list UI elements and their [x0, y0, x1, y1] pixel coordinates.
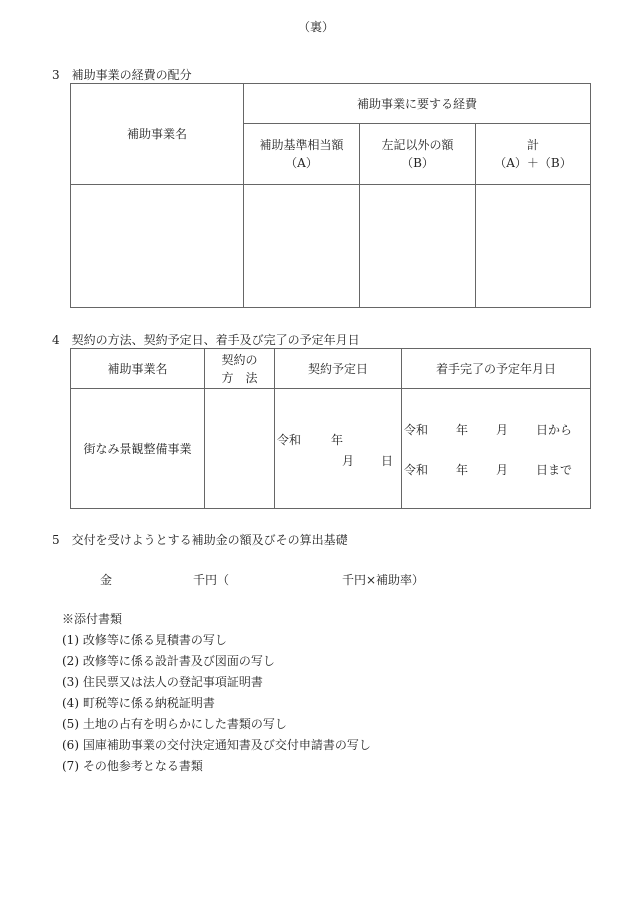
amount-unit: 千円（: [193, 573, 230, 587]
end-month: 月: [496, 463, 509, 477]
s3-col-b-line1: 左記以外の額: [381, 138, 454, 152]
s3-col-total-line1: 計: [527, 138, 540, 152]
attachments-heading: ※添付書類: [62, 612, 123, 626]
s4-cell-method[interactable]: [205, 389, 275, 509]
attachment-item: (6) 国庫補助事業の交付決定通知書及び交付申請書の写し: [62, 738, 371, 752]
start-month: 月: [496, 423, 509, 437]
amount-kin: 金: [100, 573, 113, 587]
page-header: （裏）: [298, 20, 335, 34]
s4-header-method: [205, 349, 275, 389]
attachment-item: (2) 改修等に係る設計書及び図面の写し: [62, 654, 275, 668]
attachment-item: (4) 町税等に係る納税証明書: [62, 696, 215, 710]
end-year: 年: [456, 463, 469, 477]
end-reiwa: 令和: [404, 463, 429, 477]
s4-cell-schedule[interactable]: [402, 389, 591, 509]
s4-header-contract-date: 契約予定日: [275, 349, 402, 389]
s4-header-project-name: 補助事業名: [71, 349, 205, 389]
amount-formula: 千円×補助率）: [342, 573, 425, 587]
attachment-item: (1) 改修等に係る見積書の写し: [62, 633, 227, 647]
attachment-item: (3) 住民票又は法人の登記事項証明書: [62, 675, 263, 689]
contract-year: 年: [331, 433, 344, 447]
s3-col-a-line2: （A）: [285, 156, 318, 170]
start-reiwa: 令和: [404, 423, 429, 437]
s4-cell-contract-date[interactable]: [275, 389, 402, 509]
section4-table: [70, 348, 591, 509]
start-day: 日から: [536, 423, 573, 437]
s3-header-project-name: 補助事業名: [71, 84, 244, 185]
s3-header-col-total: [476, 124, 591, 185]
s4-cell-project-name: 街なみ景観整備事業: [71, 389, 205, 509]
s4-method-line1: 契約の: [221, 352, 258, 367]
section4-title: 4 契約の方法、契約予定日、着手及び完了の予定年月日: [52, 333, 360, 347]
s3-cell-total[interactable]: [476, 185, 591, 308]
section5-title: 5 交付を受けようとする補助金の額及びその算出基礎: [52, 533, 348, 547]
section3-title: 3 補助事業の経費の配分: [52, 68, 192, 82]
start-year: 年: [456, 423, 469, 437]
s3-cell-a[interactable]: [244, 185, 360, 308]
contract-day: 日: [381, 454, 394, 468]
s4-header-schedule: 着手完了の予定年月日: [402, 349, 591, 389]
s3-col-a-line1: 補助基準相当額: [259, 138, 344, 152]
s3-header-col-a: [244, 124, 360, 185]
contract-month: 月: [342, 454, 355, 468]
attachment-item: (7) その他参考となる書類: [62, 759, 203, 773]
s3-col-b-line2: （B）: [401, 156, 434, 170]
s3-header-costs: 補助事業に要する経費: [244, 84, 591, 124]
end-day: 日まで: [536, 463, 573, 477]
contract-reiwa: 令和: [277, 433, 302, 447]
attachment-item: (5) 土地の占有を明らかにした書類の写し: [62, 717, 287, 731]
s3-col-total-line2: （A）＋（B）: [494, 156, 572, 170]
s3-cell-project-name[interactable]: [71, 185, 244, 308]
s3-cell-b[interactable]: [360, 185, 476, 308]
s3-header-col-b: [360, 124, 476, 185]
section3-table: [70, 83, 591, 308]
s4-method-line2: 方 法: [221, 370, 258, 385]
